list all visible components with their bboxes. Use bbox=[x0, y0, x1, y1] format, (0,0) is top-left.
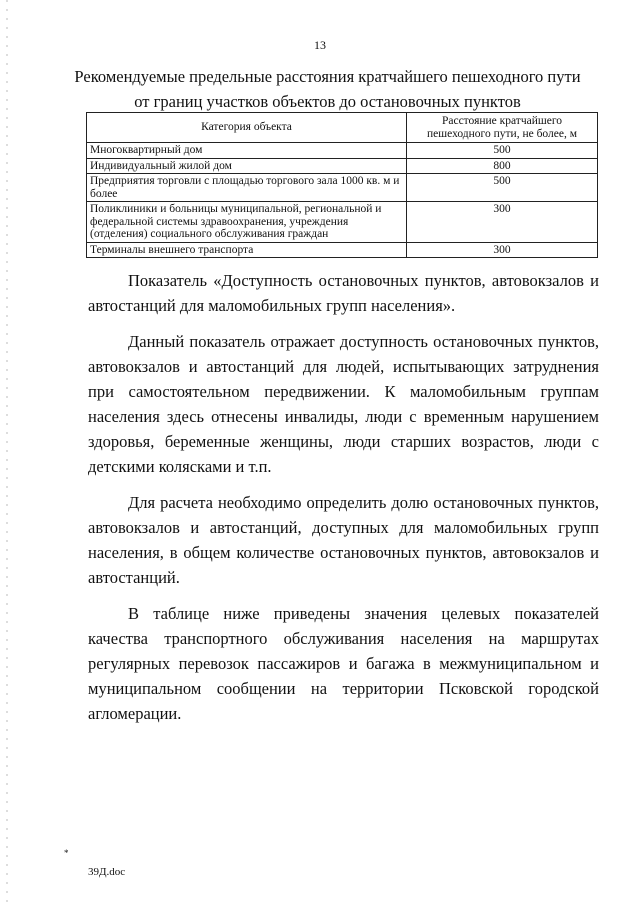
row-distance: 500 bbox=[407, 143, 598, 159]
paragraph-indicator-title: Показатель «Доступность остановочных пунктов, автовокзалов и автостанций для маломобильных групп населения». bbox=[88, 271, 599, 315]
header-category: Категория объекта bbox=[87, 113, 407, 143]
row-category: Предприятия торговли с площадью торгового зала 1000 кв. м и более bbox=[87, 174, 407, 202]
table-row bbox=[87, 174, 598, 202]
footer-mark: * bbox=[64, 848, 69, 858]
paragraph-calculation: Для расчета необходимо определить долю остановочных пунктов, автовокзалов и автостанций, доступных для маломобильных групп населения, в общем количестве остановочных пунктов, автовокзалов и автостанций. bbox=[88, 493, 599, 587]
row-distance: 300 bbox=[407, 242, 598, 258]
row-distance: 300 bbox=[407, 202, 598, 243]
row-category: Индивидуальный жилой дом bbox=[87, 158, 407, 174]
row-distance: 500 bbox=[407, 174, 598, 202]
table-row bbox=[87, 202, 598, 243]
table-title bbox=[60, 64, 595, 114]
body-text bbox=[88, 268, 599, 737]
row-category: Многоквартирный дом bbox=[87, 143, 407, 159]
footer-filename: 39Д.doc bbox=[88, 866, 126, 878]
row-distance: 800 bbox=[407, 158, 598, 174]
row-category: Терминалы внешнего транспорта bbox=[87, 242, 407, 258]
table-row bbox=[87, 242, 598, 258]
scan-edge-artifact bbox=[6, 0, 8, 905]
paragraph-target-values: В таблице ниже приведены значения целевых показателей качества транспортного обслуживания населения на маршрутах регулярных перевозок пассажиров и багажа в межмуниципальном и муниципальном сообщении на территории Псковской городской агломерации. bbox=[88, 604, 599, 723]
page-number: 13 bbox=[314, 38, 326, 52]
row-category: Поликлиники и больницы муниципальной, региональной и федеральной системы здравоохранения, учреждения (отделения) социального обслуживания граждан bbox=[87, 202, 407, 243]
table-header-row bbox=[87, 113, 598, 143]
distance-table bbox=[86, 112, 598, 258]
table-row bbox=[87, 158, 598, 174]
table-row bbox=[87, 143, 598, 159]
paragraph-indicator-description: Данный показатель отражает доступность остановочных пунктов, автовокзалов и автостанций для людей, испытывающих затруднения при самостоятельном передвижении. К маломобильным группам населения здесь отнесены инвалиды, люди с временным нарушением здоровья, беременные женщины, люди старших возрастов, люди с детскими колясками и т.п. bbox=[88, 332, 599, 476]
header-distance: Расстояние кратчайшего пешеходного пути, не более, м bbox=[407, 113, 598, 143]
table-title-line-2: от границ участков объектов до остановочных пунктов bbox=[134, 92, 521, 111]
table-title-line-1: Рекомендуемые предельные расстояния кратчайшего пешеходного пути bbox=[74, 67, 581, 86]
